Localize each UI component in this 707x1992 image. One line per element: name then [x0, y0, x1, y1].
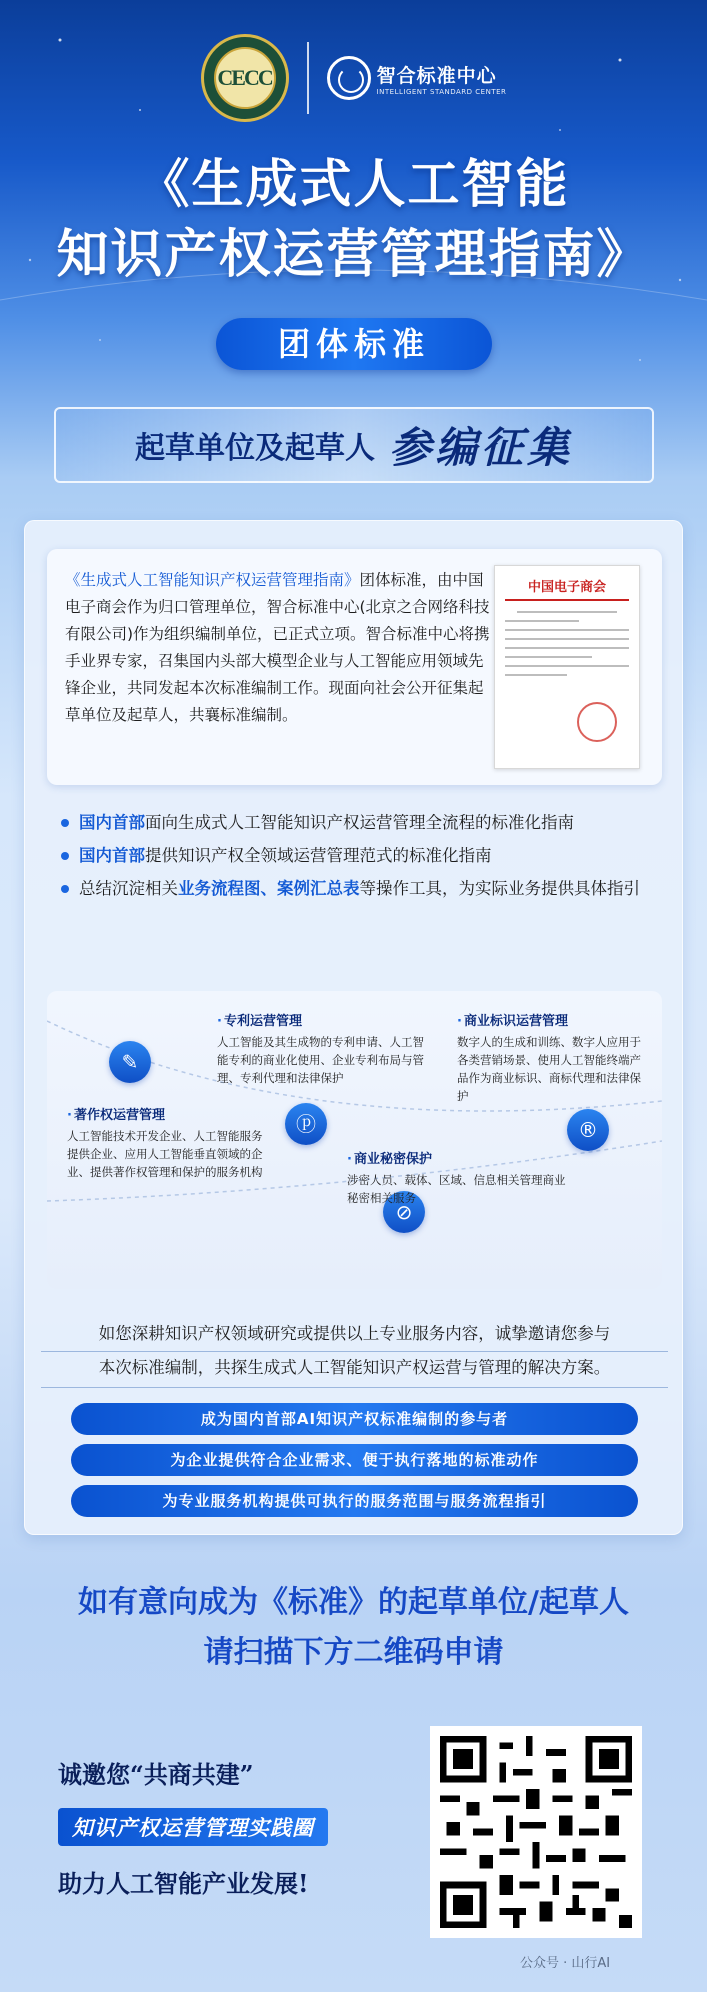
logo-divider	[307, 42, 309, 114]
list-item: 总结沉淀相关业务流程图、案例汇总表等操作工具，为实际业务提供具体指引	[61, 875, 661, 902]
patent-icon: ⓟ	[285, 1103, 327, 1145]
footer-account-tag: 公众号 · 山行AI	[520, 1956, 611, 1971]
feature-list	[61, 809, 661, 908]
service-secret-title: · 商业秘密保护	[347, 1151, 567, 1169]
zhihe-logo-en: INTELLIGENT STANDARD CENTER	[376, 87, 507, 96]
service-copyright	[67, 1107, 267, 1181]
service-copyright-title: · 著作权运营管理	[67, 1107, 267, 1125]
list-item: 国内首部提供知识产权全领域运营管理范式的标准化指南	[61, 842, 661, 869]
page-title-line2: 知识产权运营管理指南》	[56, 225, 651, 285]
service-trademark-title: · 商业标识运营管理	[457, 1013, 647, 1031]
collect-banner-part2: 参编征集	[388, 423, 573, 472]
page-title-line1: 《生成式人工智能	[137, 155, 570, 215]
document-thumbnail	[494, 565, 640, 769]
cecc-logo	[201, 34, 289, 122]
benefit-bars	[71, 1403, 638, 1526]
invite-line1: 如您深耕知识产权领域研究或提供以上专业服务内容，诚挚邀请您参与	[98, 1324, 611, 1343]
seal-stamp-icon	[577, 702, 617, 742]
zhihe-logo-name: 智合标准中心	[376, 64, 497, 87]
page-title	[0, 150, 707, 290]
invite-line2: 本次标准编制，共探生成式人工智能知识产权运营与管理的解决方案。	[98, 1358, 611, 1377]
qr-code[interactable]	[430, 1726, 642, 1938]
divider	[41, 1387, 668, 1388]
service-patent-desc: 人工智能及其生成物的专利申请、人工智能专利的商业化使用、企业专利布局与管理、专利代理和法律保护	[217, 1035, 424, 1085]
service-patent-title: · 专利运营管理	[217, 1013, 427, 1031]
service-secret	[347, 1151, 567, 1207]
benefit-bar: 为专业服务机构提供可执行的服务范围与服务流程指引	[71, 1485, 638, 1517]
service-patent	[217, 1013, 427, 1087]
invite-text	[25, 1317, 684, 1385]
benefit-bar: 为企业提供符合企业需求、便于执行落地的标准动作	[71, 1444, 638, 1476]
cta-line1: 如有意向成为《标准》的起草单位/起草人	[78, 1585, 629, 1620]
cta-line2: 请扫描下方二维码申请	[203, 1635, 504, 1670]
document-lines	[505, 611, 629, 676]
standard-badge: 团体标准	[216, 318, 492, 370]
zhihe-logo	[327, 56, 507, 100]
bottom-pill: 知识产权运营管理实践圈	[58, 1808, 328, 1846]
service-copyright-desc: 人工智能技术开发企业、人工智能服务提供企业、应用人工智能垂直领域的企业、提供著作权管理和保护的服务机构	[67, 1129, 263, 1179]
qr-code-icon	[440, 1736, 632, 1928]
intro-highlight: 《生成式人工智能知识产权运营管理指南》	[65, 571, 360, 589]
collect-banner-part1: 起草单位及起草人	[134, 431, 375, 466]
bottom-slogan	[58, 1755, 388, 1899]
document-header: 中国电子商会	[505, 576, 629, 601]
intro-body: 团体标准，由中国电子商会作为归口管理单位，智合标准中心(北京之合网络科技有限公司)作为组织编制单位，已正式立项。智合标准中心将携手业界专家，召集国内头部大模型企业与人工智能应用领域先锋企业，共同发起本次标准编制工作。现面向社会公开征集起草单位及起草人，共襄标准编制。	[65, 571, 490, 724]
hidden-eye-icon: ⊘	[383, 1191, 425, 1233]
benefit-bar: 成为国内首部AI知识产权标准编制的参与者	[71, 1403, 638, 1435]
list-item: 国内首部面向生成式人工智能知识产权运营管理全流程的标准化指南	[61, 809, 661, 836]
main-panel	[24, 520, 683, 1535]
service-secret-desc: 涉密人员、载体、区域、信息相关管理商业秘密相关服务	[347, 1173, 566, 1205]
trademark-icon: ®	[567, 1109, 609, 1151]
service-trademark	[457, 1013, 647, 1105]
intro-text	[65, 567, 493, 729]
bottom-line2: 助力人工智能产业发展!	[58, 1869, 309, 1898]
services-map	[47, 991, 662, 1289]
globe-icon	[327, 56, 371, 100]
intro-card	[47, 549, 662, 785]
collect-banner	[54, 407, 654, 483]
cecc-logo-letters: CECC	[214, 47, 276, 109]
bottom-line1: 诚邀您“共商共建”	[58, 1760, 254, 1789]
feather-icon: ✎	[109, 1041, 151, 1083]
service-trademark-desc: 数字人的生成和训练、数字人应用于各类营销场景、使用人工智能终端产品作为商业标识、商标代理和法律保护	[457, 1035, 641, 1103]
header-logos	[0, 28, 707, 128]
cta-text	[0, 1578, 707, 1678]
